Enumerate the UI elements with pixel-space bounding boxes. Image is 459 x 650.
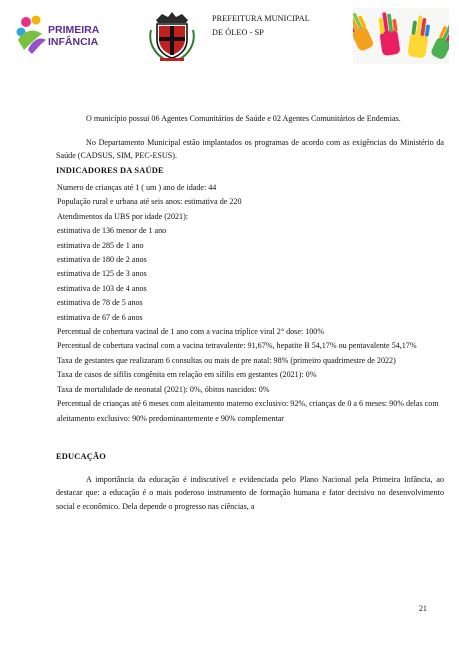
indicator-item: Percentual de crianças até 6 meses com aleitamento materno exclusivo: 92%, crianças de 0 a 6 meses: 90% delas com aleitamento exclusivo: 90% predominantemente e 90% complementar xyxy=(57,399,439,423)
painted-hands-image xyxy=(353,8,449,64)
indicator-item: estimativa de 103 de 4 anos xyxy=(57,283,147,293)
paragraph-programs: No Departamento Municipal estão implantados os programas de acordo com as exigências do Ministério da Saúde (CADSUS, SIM, PEC-ESUS). xyxy=(56,138,444,160)
section-title-education: EDUCAÇÃO xyxy=(56,451,106,461)
document-body xyxy=(56,112,444,513)
header-line-1: PREFEITURA MUNICIPAL xyxy=(212,14,310,23)
page-number: 21 xyxy=(418,604,427,613)
indicator-item: estimativa de 78 de 5 anos xyxy=(57,298,143,308)
indicator-item: Percentual de cobertura vacinal de 1 ano com a vacina tríplice viral 2° dose: 100% xyxy=(57,327,325,337)
indicator-item: Taxa de gestantes que realizaram 6 consultas ou mais de pre natal: 98% (primeiro quadrimestre de 2022) xyxy=(57,355,396,365)
indicator-item: Taxa de casos de sífilis congênita em relação em sífilis em gestantes (2021): 0% xyxy=(57,370,317,380)
svg-text:PRIMEIRA: PRIMEIRA xyxy=(48,24,100,36)
indicator-item: estimativa de 285 de 1 ano xyxy=(57,240,144,250)
indicator-item: estimativa de 125 de 3 anos xyxy=(57,269,147,279)
health-indicators-list xyxy=(57,181,444,426)
section-title-health: INDICADORES DA SAÚDE xyxy=(56,166,164,175)
indicator-item: Taxa de mortalidade de neonatal (2021): 0%, óbitos nascidos: 0% xyxy=(57,384,270,394)
indicator-item: estimativa de 180 de 2 anos xyxy=(57,255,147,265)
municipal-crest-icon xyxy=(148,8,196,62)
paragraph-agents: O município possui 06 Agentes Comunitários de Saúde e 02 Agentes Comunitários de Endemias. xyxy=(86,114,401,123)
header-title xyxy=(212,12,310,40)
indicator-item: Numero de crianças até 1 ( um ) ano de idade: 44 xyxy=(57,183,217,192)
svg-text:INFÂNCIA: INFÂNCIA xyxy=(48,36,99,48)
header-line-2: DE ÓLEO - SP xyxy=(212,28,264,37)
indicator-item: População rural e urbana até seis anos: estimativa de 220 xyxy=(57,197,242,207)
indicator-item: estimativa de 67 de 6 anos xyxy=(57,312,143,322)
paragraph-education: A importância da educação é indiscutível e evidenciada pelo Plano Nacional pela Primeira Infância, ao destacar que: a educação é o mais poderoso instrumento de formação humana e fator decisivo no desenvolvimento social e econômico. Dela depende o progresso nas ciências, a xyxy=(56,474,444,511)
indicator-item: estimativa de 136 menor de 1 ano xyxy=(57,226,167,236)
primeira-infancia-logo xyxy=(12,12,122,56)
indicator-item: Atendimentos da UBS por idade (2021): xyxy=(57,211,189,221)
indicator-item: Percentual de cobertura vacinal com a vacina tetravalente: 91,67%, hepatite B 54,17% ou pentavalente 54,17% xyxy=(57,341,417,351)
